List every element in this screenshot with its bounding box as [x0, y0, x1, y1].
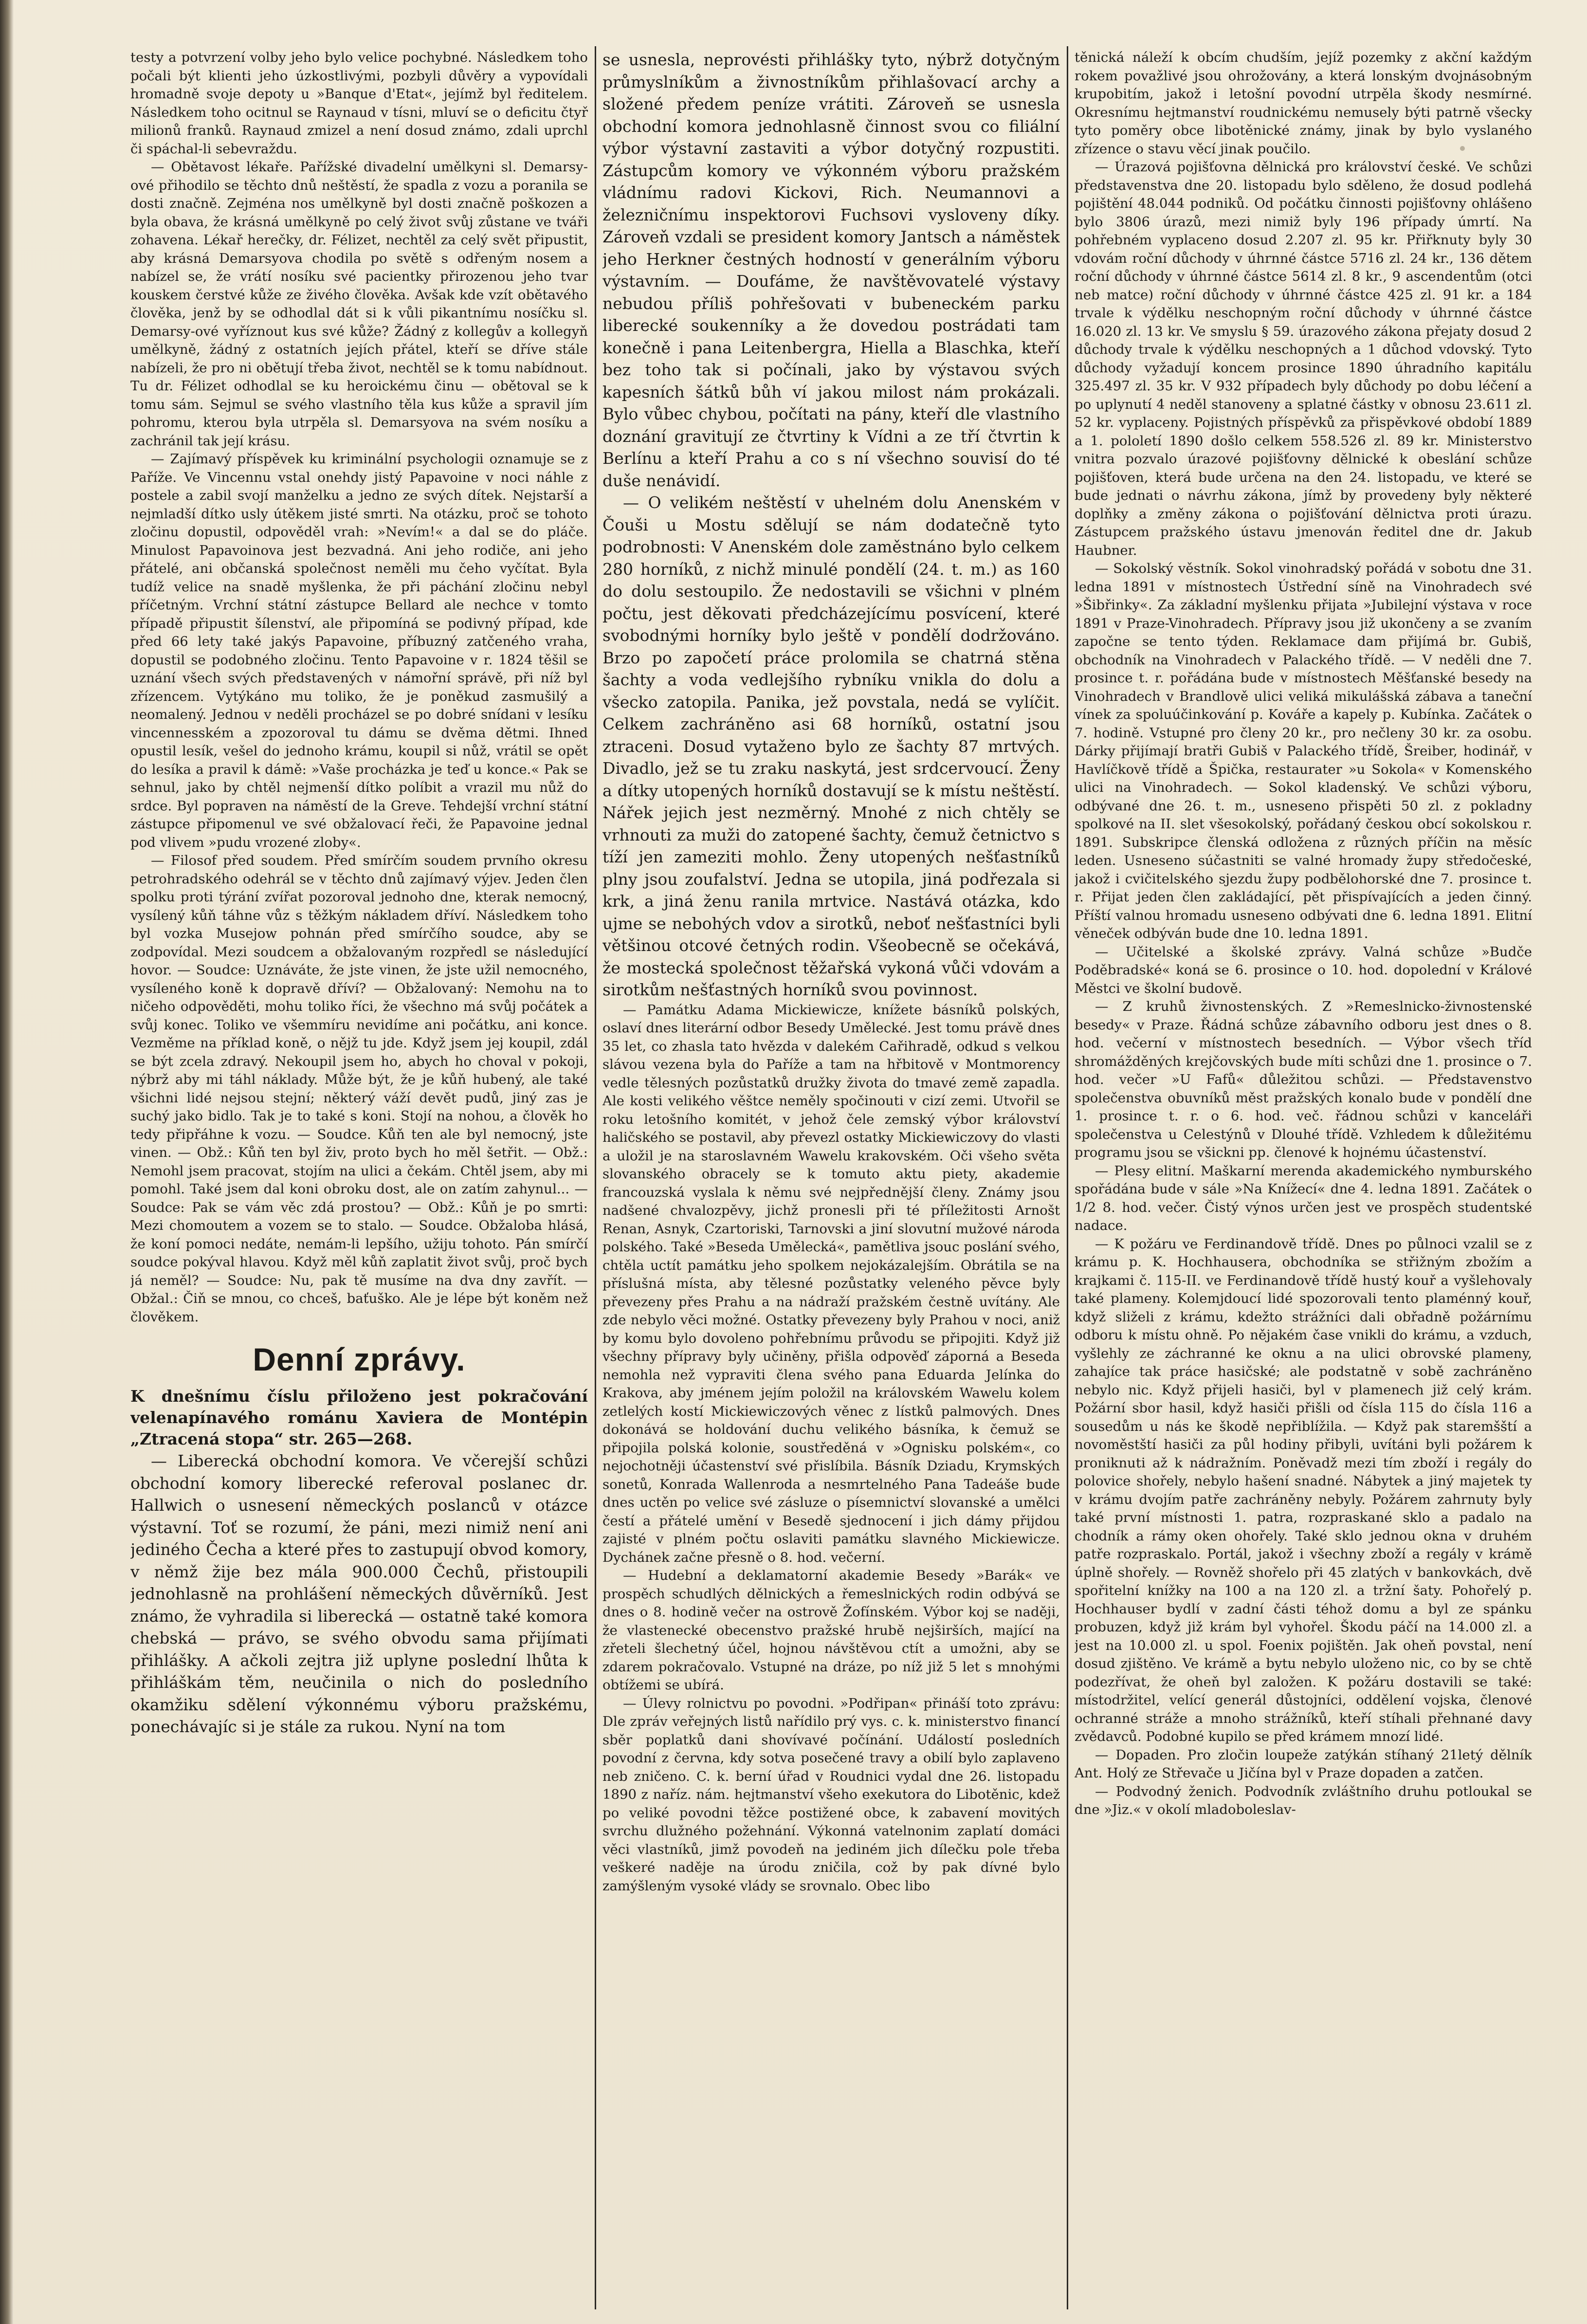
- section-title-denni-zpravy: Denní zprávy.: [253, 1341, 466, 1377]
- article-obetavost-lekare: — Obětavost lékaře. Pařížské divadelní umělkyni sl. Demarsy-ové přihodilo se těchto dnů neštěstí, že spadla z vozu a poranila se dosti značně. Zejména nos umělkyně byl dosti značně poškozen a byla obava, že krásná umělkyně po celý život svůj zůstane ve tváři zohavena. Lékař herečky, dr. Félizet, nechtěl za celý svět připustit, aby krásná Demarsyova chodila po světě s odřeným nosem a nabízel se, že vrátí nosíku své pacientky přirozenou jeho tvar kouskem čerstvé kůže ze živého člověka. Avšak kde vzít obětavého člověka, jenž by se odhodlal dát si k vůli pikantnímu nosíčku sl. Demarsy-ové vyříznout kus své kůže? Žádný z kollegův a kollegyň umělkyně, žádný z ostatních jejích přátel, kteří se dříve stále nabízeli, že pro ni obětují třeba život, nechtěl se k tomu nabídnout. Tu dr. Félizet odhodlal se ku heroickému činu — obětoval se k tomu sám. Sejmul se svého vlastního těla kus kůže a spravil jím pohromu, kterou byla utrpěla sl. Demarsyova na svém nosíku a zachránil tak její krásu.: [130, 159, 588, 449]
- article-liberecka-komora: — Liberecká obchodní komora. Ve včerejší schůzi obchodní komory liberecké referoval poslanec dr. Hallwich o usnesení německých poslanců v otázce výstavní. Toť se rozumí, že páni, mezi nimiž není ani jediného Čecha a které přes to zastupují obvod komory, v němž žije bez mála 900.000 Čechů, přistoupili jednohlasně na prohlášení německých důvěrníků. Jest známo, že vyhradila si liberecká — ostatně také komora chebská — právo, se svého obvodu sama přijímati přihlášky. A ačkoli zejtra již uplyne poslední lhůta k přihláškám těm, neučinila o nich do posledního okamžiku sdělení výkonnému výboru pražskému, ponechávajíc si je stále za rukou. Nyní na tom: [130, 1451, 588, 1736]
- article-pozar: — K požáru ve Ferdinandově třídě. Dnes po půlnoci vzalil se z krámu p. K. Hochhausera, obchodníka se střižným zbožím a krajkami č. 115-II. ve Ferdinandově třídě hustý kouř a vyšlehovaly také plameny. Kolemjdoucí lidé spozorovali tento plaménný kouř, když sliželi z krámu, kdežto strážníci dali obřadně požárnímu odboru k místu ohně. Po nějakém čase vnikli do krámu, a vzduch, vyšlehly ze záchranné ke oknu a na ulici obrovské plameny, zahajíce tak práce hasičské; ale podstatně v sobě zachráněno nebylo nic. Když přijeli hasiči, byl v plamenech již celý krám. Požární sbor hasil, když hasiči přišli od čísla 115 do čísla 116 a sousedům u nás ke škodě nepřiblížila. — Když pak staremšští a novoměstští hasiči za půl hodiny přibyli, uvítáni byli požárem k proniknuti až k nádražním. Poněvadž mezi tím zboží i regály do polovice shořely, nebylo hašení snadné. Nábytek a jiný majetek ty v krámu dvojím patře zachráněny nebyly. Požárem zahrnuty byly také první místnosti 1. patra, rozpraskané sklo a padalo na chodník a rámy oken ohořely. Také sklo jednou okna v druhém patře rozpraskalo. Portál, jakož i všechny zboží a regály v krámě úplně shořely. — Rovněž shořelo při 45 zlatých v bankovkách, dvě spořitelní knížky na 100 a na 120 zl. a tržní šaty. Pohořelý p. Hochhauser bydlí v zadní části téhož domu a byl ze spánku probuzen, když již krám byl vyhořel. Škodu páčí na 14.000 zl. a jest na 10.000 zl. u spol. Foenix pojištěn. Jak oheň povstal, není dosud zjištěno. Ve krámě a bytu nebylo uloženo nic, co by se chtě podezřívat, že oheň byl založen. K požáru dostavili se také: místodržitel, velící generál důstojníci, oddělení vojska, členové ochranné stráže a mnoho strážníků, kteří stíhali přehnané davy zvědavců. Podobné kupilo se před krámem mnozí lidé.: [1075, 1236, 1532, 1744]
- column-middle: [602, 49, 1060, 2307]
- article-z-kruhu-zivnostenskych: — Z kruhů živnostenských. Z »Remeslnicko-živnostenské besedy« v Praze. Řádná schůze zábavního odboru jest dnes o 8. hod. večerní v místnostech besedních. — Výbor všech tříd shromážděných krejčovských bude míti schůzi dne 1. prosince o 7. hod. večer »U Fafů« důležitou schůzi. — Představenstvo společenstva obuvníků měst pražských konalo bude v pondělí dne 1. prosince t. r. o 6. hod. več. řádnou schůzi v kanceláři společenstva u Celestýnů v Dlouhé třídě. Vzhledem k důležitému programu jsou se všickni pp. členové k hojnému účastenství.: [1075, 999, 1532, 1160]
- article-ulevy-continued: těnická náleží k obcím chudším, jejíž pozemky z akční každým rokem považlivé jsou ohrožovány, a která lonským dvojnásobným krupobitím, jakož i letošní povodní utrpěla škody nesmírné. Okresnímu hejtmanství roudnickému nemusely býti patrně všecky tyto poměry obce libotěnické známy, jinak by bylo vyslaného zřízence o stavu věcí jinak poučilo.: [1075, 50, 1532, 157]
- column-left: [130, 49, 588, 2307]
- article-liberecka-komora-continued: se usnesla, neprovésti přihlášky tyto, nýbrž dotyčným průmyslníkům a živnostníkům přihlašovací archy a složené předem peníze vrátiti. Zároveň se usnesla obchodní komora jednohlasně činnost svou co filiální výbor výstavní zastaviti a výbor dotyčný rozpustiti. Zástupcům komory ve výkonném výboru pražském vládnímu radovi Kickovi, Rich. Neumannovi a železničnímu inspektorovi Fuchsovi vysloveny díky. Zároveň vzdali se president komory Jantsch a náměstek jeho Herkner čestných hodností v generálním výboru výstavním. — Doufáme, že navštěvovatelé výstavy nebudou příliš pohřešovati v bubeneckém parku liberecké soukenníky a že dovedou postrádati tam konečně i pana Leitenbergra, Hiella a Blaschka, kteří bez toho tak si počínali, jako by výstavou svých kapesních šátků bůh ví jakou milost nám prokázali. Bylo vůbec chybou, počítati na pány, kteří dle vlastního doznání gravitují ze čtvrtiny k Vídni a ze tří čtvrtin k Berlínu a kteří Prahu a co s ní všechno souvisí do té duše nenávidí.: [602, 50, 1060, 490]
- column-right: [1075, 49, 1532, 2307]
- article-filosof-pred-soudem: — Filosof před soudem. Před smírčím soudem prvního okresu petrohradského odehrál se v těchto dnů zajímavý výjev. Jeden člen spolku proti týrání zvířat pozoroval jednoho dne, kterak nemocný, vysílený kůň táhne vůz s těžkým nákladem dříví. Následkem toho byl vozka Musejow pohnán před smírčího soudce, aby se zodpovídal. Mezi soudcem a obžalovaným rozpředl se následující hovor. — Soudce: Uznáváte, že jste vinen, že jste užil nemocného, vysíleného koně k dopravě dříví? — Obžalovaný: Nemohu na to ničeho odpověděti, mohu toliko říci, že všechno má svůj počátek a svůj konec. Toliko ve všemmíru nevidíme ani počátku, ani konce. Vezměme na příklad koně, o nějž tu jde. Když jsem jej koupil, zdál se být zcela zdravý. Nekoupil jsem ho, abych ho choval v pokoji, nýbrž aby mi táhl náklady. Může být, že je kůň hubený, ale také všichni lidé nejsou stejní; některý váží devět pudů, jiný zas je suchý jako bidlo. Tak je to také s koni. Stojí na nohou, a člověk ho tedy připřáhne k vozu. — Soudce. Kůň ten ale byl nemocný, jste vinen. — Obž.: Kůň ten byl živ, proto bych ho měl šetřit. — Obž.: Nemohl jsem pracovat, stojím na ulici a čekám. Chtěl jsem, aby mi pomohl. Také jsem dal koni obroku dost, ale on zatím zahynul... — Soudce: Pak se vám věc zdá prostou? — Obž.: Kůň je po smrti: Mezi chomoutem a vozem se to stalo. — Soudce. Obžaloba hlásá, že koní pomoci nedáte, nemám-li lepšího, užiju tohoto. Pán smírčí soudce pokýval hlavou. Když měl kůň zaplatit život svůj, proč bych já neměl? — Soudce: Nu, pak tě musíme na dva dny zavřít. — Obžal.: Čiň se mnou, co chceš, baťuško. Ale je lépe být koněm než člověkem.: [130, 853, 588, 1325]
- article-urazova-pojistovna: — Úrazová pojišťovna dělnická pro království české. Ve schůzi představenstva dne 20. listopadu bylo sděleno, že dosud podlehá pojištění 48.044 podniků. Od počátku činnosti pojišťovny ohlášeno bylo 3806 úrazů, mezi nimiž byly 196 případy úmrtí. Na pohřebném vyplaceno dosud 2.207 zl. 95 kr. Přiřknuty byly 30 vdovám roční důchody v úhrnné částce 5716 zl. 24 kr., 136 dětem roční důchody v úhrnné částce 5614 zl. 8 kr., 9 ascendentům (otci neb matce) roční důchody v úhrnné částce 425 zl. 91 kr. a 184 trvale k výdělku neschopným roční důchody v úhrnné částce 16.020 zl. 13 kr. Ve smyslu § 59. úrazového zákona přejaty dosud 2 důchody trvale k výdělku neschopných a 1 důchod vdovský. Tyto důchody vyžadují koncem prosince 1890 úhradního kapitálu 325.497 zl. 35 kr. V 932 případech byly důchody po dobu léčení a po uplynutí 4 neděl stanoveny a splatné částky v obnosu 23.611 zl. 52 kr. vyplaceny. Pojistných příspěvků za přispěvkové období 1889 a 1. pololetí 1890 došlo celkem 558.526 zl. 89 kr. Ministerstvo vnitra pozvalo úrazové pojišťovny dělnické k obeslání schůze pojišťoven, která bude určena na den 24. listopadu, ve které se bude jednati o návrhu zákona, jímž by provedeny byly některé doplňky a změny zákona o pojišťování dělnictva proti úrazu. Zástupcem pražského ústavu jmenován ředitel dne dr. Jakub Haubner.: [1075, 159, 1532, 558]
- article-nestesti-v-dole: — O velikém neštěstí v uhelném dolu Anenském v Čouši u Mostu sdělují se nám dodatečně tyto podrobnosti: V Anenském dole zaměstnáno bylo celkem 280 horníků, z nichž minulé pondělí (24. t. m.) as 160 do dolu sestoupilo. Že nedostavili se všichni v plném počtu, jest děkovati předcházejícímu posvícení, které svobodnými horníky bylo ještě v pondělí dodržováno. Brzo po započetí práce prolomila se chatrná stěna šachty a voda vedlejšího rybníku vnikla do dolu a všecko zatopila. Panika, jež povstala, nedá se vylíčit. Celkem zachráněno asi 68 horníků, ostatní jsou ztraceni. Dosud vytaženo bylo ze šachty 87 mrtvých. Divadlo, jež se tu zraku naskytá, jest srdcervoucí. Ženy a dítky utopených horníků dostavují se k místu neštěstí. Nářek jejich jest nezměrný. Mnohé z nich chtěly se vrhnouti za muži do zatopené šachty, čemuž četnictvo s tíží jen zameziti mohlo. Ženy utopených nešťastníků plny jsou zoufalství. Jedna se utopila, jiná podřezala si krk, a jiná ženu ranila mrtvice. Nastává otázka, kdo ujme se nebohých vdov a sirotků, neboť nešťastníci byli většinou otcové četných rodin. Všeobecně se očekává, že mostecká společnost těžařská vykoná vůči vdovám a sirotkům nešťastných horníků svou povinnost.: [602, 493, 1060, 999]
- article-ucitelske-zpravy: — Učitelské a školské zprávy. Valná schůze »Budče Poděbradské« koná se 6. prosince o 10. hod. dopolední v Králové Městci ve školní budově.: [1075, 944, 1532, 996]
- article-podvodny-zenich: — Podvodný ženich. Podvodník zvláštního druhu potloukal se dne »Jiz.« v okolí mladoboleslav-: [1075, 1783, 1532, 1817]
- article-dopaden: — Dopaden. Pro zločin loupeže zatýkán stíhaný 21letý dělník Ant. Holý ze Střevače u Jičína byl v Praze dopaden a zatčen.: [1075, 1747, 1532, 1781]
- column-rule: [1067, 46, 1068, 2309]
- article-paragraph: testy a potvrzení volby jeho bylo velice pochybné. Následkem toho počali být klienti jeho úzkostlivými, pozbyli důvěry a vypovídali hromadně svoje depoty u »Banque d'Etat«, jejímž byl ředitelem. Následkem toho ocitnul se Raynaud v tísni, mluví se o deficitu čtyř milionů franků. Raynaud zmizel a není dosud známo, zdali uprchl či spáchal-li sebevraždu.: [130, 50, 588, 157]
- scan-binding-edge: [0, 0, 14, 2324]
- section-lead-notice: K dnešnímu číslu přiloženo jest pokračování velenapínavého románu Xaviera de Montépin „Ztracená stopa“ str. 265—268.: [130, 1387, 588, 1448]
- article-plesy: — Plesy elitní. Maškarní merenda akademického nymburského spořádána bude v sále »Na Knížecí« dne 4. ledna 1891. Začátek o 1/2 8. hod. večer. Čistý výnos určen jest ve prospěch studentské nadace.: [1075, 1163, 1532, 1233]
- article-hudebni-akademie: — Hudební a deklamatorní akademie Besedy »Barák« ve prospěch schudlých dělnických a řemeslnických rodin odbývá se dnes o 8. hodině večer na ostrově Žofínském. Výbor koj se naději, že vlastenecké obecenstvo pražské hrubě nejširších, mající na zřeteli šlechetný účel, hojnou návštěvou ctít a umožni, aby se zdarem pokračovalo. Vstupné na dráze, po níž již 5 let s mnohými obtížemi se ubírá.: [602, 1568, 1060, 1693]
- article-kriminalni-psychologie: — Zajímavý příspěvek ku kriminální psychologii oznamuje se z Paříže. Ve Vincennu vstal onehdy jistý Papavoine v noci náhle z postele a zabil svojí manželku a jedno ze svých dítek. Nejstarší a nejmladší dítko usly útěkem jisté smrti. Na otázku, proč se tohoto zločinu dopustil, odpověděl vrah: »Nevím!« a dal se do pláče. Minulost Papavoinova jest bezvadná. Ani jeho rodiče, ani jeho přátelé, ani občanská společnost neměli mu čeho vyčítat. Byla tudíž velice na snadě myšlenka, že při páchání zločinu nebyl příčetným. Vrchní státní zástupce Bellard ale nechce v tomto případě připustit šílenství, ale připomíná se podivný případ, kde před 66 lety také jakýs Papavoine, příbuzný zatčeného vraha, dopustil se podobného zločinu. Tento Papavoine v r. 1824 těšil se uznání všech svých představených v námořní správě, při níž byl zřízencem. Vytýkáno mu toliko, že je poněkud zasmušilý a neomalený. Jednou v neděli procházel se po dobré snídani v lesíku vincennesském a zpozoroval tu dámu se dvěma dětmi. Ihned opustil lesík, vešel do jednoho krámu, koupil si nůž, vrátil se opět do lesíka a pravil k dámě: »Vaše procházka je teď u konce.« Pak se sehnul, jako by chtěl nejmenší dítko políbit a vrazil mu nůž do srdce. Byl popraven na náměstí de la Greve. Tehdejší vrchní státní zástupce připomenul ve své obžalovací řeči, že Papavoine jednal pod vlivem »pudu vrozené zloby«.: [130, 451, 588, 850]
- article-ulevy-rolnictvu: — Úlevy rolnictvu po povodni. »Podřipan« přináší toto zprávu: Dle zpráv veřejných listů nařídilo prý vys. c. k. ministerstvo financí sběr poplatků dani shovívavé počínání. Událostí posledních povodní z června, kdy sotva posečené travy a obilí bylo zaplaveno neb zničeno. C. k. berní úřad v Roudnici vydal dne 26. listopadu 1890 z naříz. nám. hejtmanství všeho exekutora do Libotěnic, kdež po veliké povodni těžce postižené obce, k zabavení movitých svrchu dlužného požehnání. Výkonná vatelnonim zaplatí domáci věci vlastníků, jimž povodeň na jediném jich dílečku pole třeba veškeré naděje na úrodu zničila, což by pak dívné bylo zamýšleným vysoké vlády se srovnalo. Obec libo: [602, 1695, 1060, 1894]
- column-rule: [595, 46, 596, 2309]
- article-pamatka-mickiewicze: — Památku Adama Mickiewicze, knížete básníků polských, oslaví dnes literární odbor Besedy Umělecké. Jest tomu právě dnes 35 let, co zhasla tato hvězda v dalekém Cařihradě, odkud s velkou slávou vezena byla do Paříže a tam na hřbitově v Montmorency vedle tělesných pozůstatků družky života do tmavé země zapadla. Ale kosti velikého věštce neměly spočinouti v cizí zemi. Utvořil se roku letošního komitét, v jehož čele zemský výbor království haličského se postavil, aby převezl ostatky Mickiewiczovy do vlasti a uložil je na staroslavném Wawelu krakovském. Oči všeho světa slovanského obracely se k tomuto aktu piety, akademie francouzská vyslala k němu své nejpřednější členy. Známy jsou nadšené chvalozpěvy, jichž pronesli při té příležitosti Arnošt Renan, Asnyk, Czartoriski, Tarnovski a jiní slovutní mužové národa polského. Také »Beseda Umělecká«, pamětliva jsouc poslání svého, chtěla uctít památku jeho spolkem nejokázalejším. Obrátila se na příslušná místa, aby tělesné pozůstatky veleného pěvce byly převezeny přes Prahu a na nádraží pražském čestně uvítány. Ale zde nebylo věci možné. Ostatky převezeny byly Prahou v noci, aniž by komu bylo dovoleno pohřebnímu průvodu se připojiti. Když již všechny přípravy byly učiněny, přišla odpověď záporná a Beseda nemohla než vypraviti člena svého pana Eduarda Jelínka do Krakova, aby jménem jejím položil na královském Wawelu kolem zetlelých kostí Mickiewiczových věnec z lístků palmových. Dnes dokonává se holdování duchu velikého básníka, k čemuž se připojila polská kolonie, soustředěná v »Ognisku polském«, co nejochotněji účastenství své přislíbila. Básník Dziadu, Krymských sonetů, Konrada Wallenroda a nesmrtelného Pana Tadeáše bude dnes uctěn po velice své zásluze o písemnictví slovanské a umělci čestí a přátelé umění v Besedě sjednocení i jich dámy přijdou zajisté v plném počtu oslaviti památku slavného Mickiewicze. Dychánek začne přesně o 8. hod. večerní.: [602, 1002, 1060, 1565]
- article-sokolsky-vestnik: — Sokolský věstník. Sokol vinohradský pořádá v sobotu dne 31. ledna 1891 v místnostech Ústřední síně na Vinohradech své »Šibřinky«. Za základní myšlenku přijata »Jubilejní výstava v roce 1891 v Praze-Vinohradech. Přípravy jsou již ukončeny a se zvaním započne se tento týden. Reklamace dam přijímá br. Gubiš, obchodník na Vinohradech v Palackého třídě. — V neděli dne 7. prosince t. r. pořádána bude v místnostech Měšťanské besedy na Vinohradech v Brandlově ulici veliká mikulášská zábava a taneční vínek za spoluúčinkování p. Kováře a kapely p. Kubínka. Začátek o 7. hodině. Vstupné pro členy 20 kr., pro nečleny 30 kr. za osobu. Dárky přijímají bratři Gubiš v Palackého třídě, Šreiber, hodinář, v Havlíčkově třídě a Špička, restaurater »u Sokola« v Komenského ulici na Vinohradech. — Sokol kladenský. Ve schůzi výboru, odbývané dne 26. t. m., usneseno přispěti 50 zl. z pokladny spolkové na II. slet všesokolský, pořádaný českou obcí sokolskou r. 1891. Subskripce členská odložena z různých příčin na měsíc leden. Usneseno súčastniti se valné hromady župy středočeské, jakož i cvičitelského sjezdu župy podbělohorské dne 7. prosince t. r. Přijat jeden člen zakládající, pět přispívajících a jeden činný. Příští valnou hromadu usneseno odbývati dne 6. ledna 1891. Elitní věneček odbýván bude dne 10. ledna 1891.: [1075, 561, 1532, 941]
